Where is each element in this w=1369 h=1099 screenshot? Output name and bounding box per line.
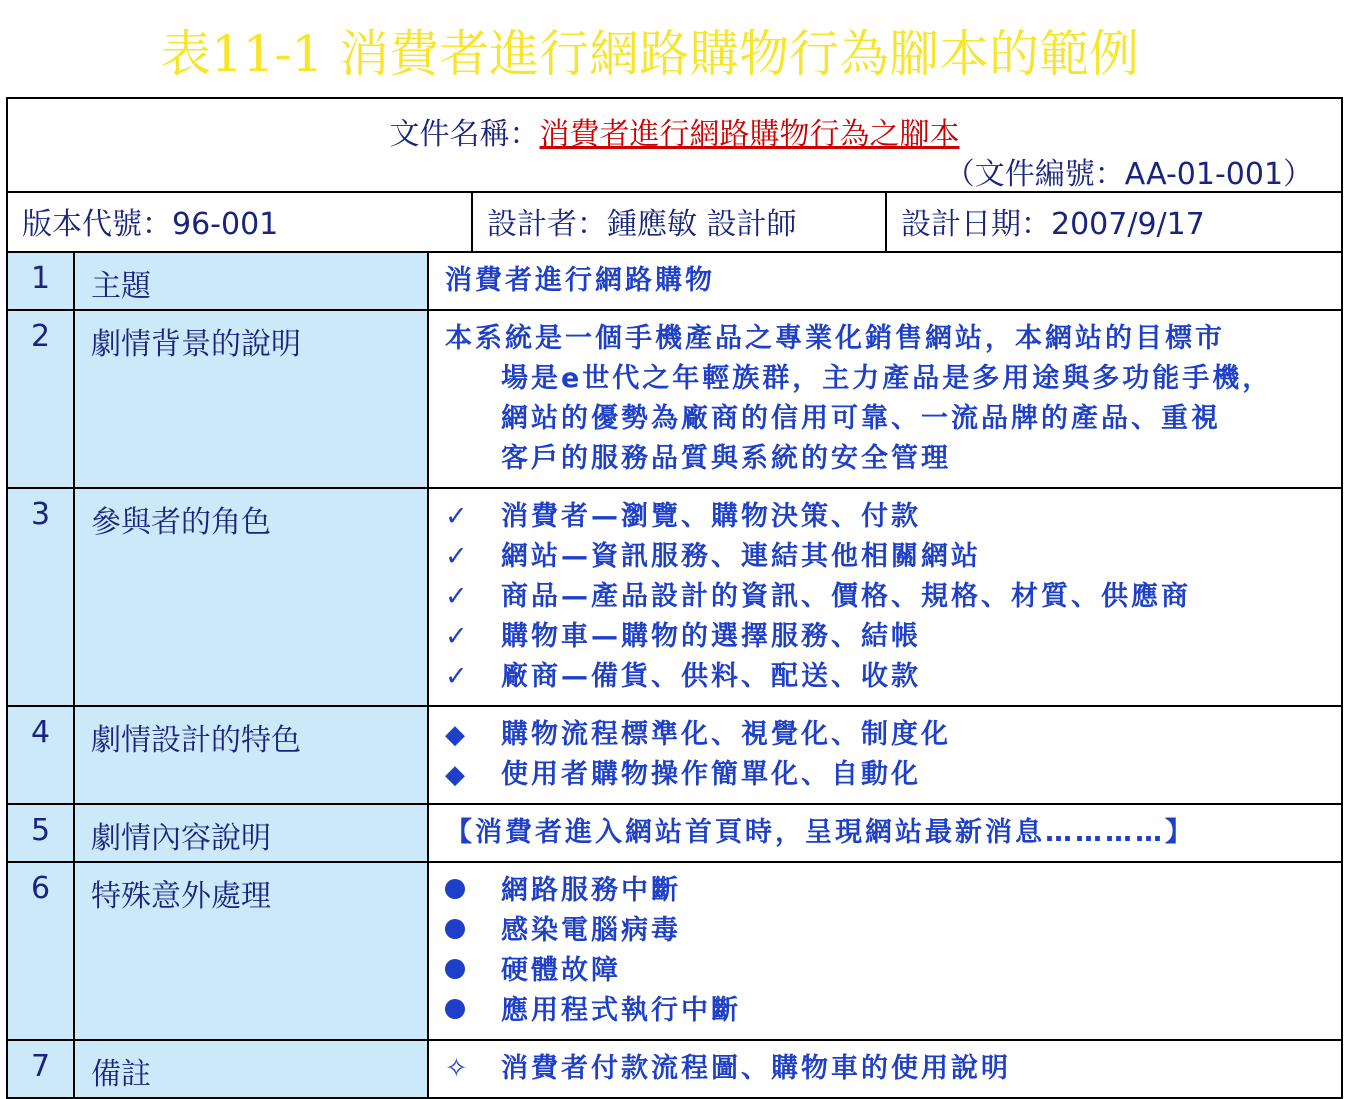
row-label: 主題 xyxy=(74,252,428,310)
designer: 設計者：鍾應敏 設計師 xyxy=(472,192,886,252)
document-name-cell xyxy=(7,98,1342,192)
check-icon: ✓ xyxy=(445,581,471,612)
row-number: 1 xyxy=(7,252,74,310)
diamond-icon: ◆ xyxy=(445,720,468,750)
row-number: 6 xyxy=(7,862,74,1040)
document-number: （文件編號：AA-01-001） xyxy=(944,157,1314,192)
row-content xyxy=(428,706,1342,804)
sparkle-icon: ✧ xyxy=(445,1053,471,1084)
content-line: 客戶的服務品質與系統的安全管理 xyxy=(501,443,951,474)
check-icon: ✓ xyxy=(445,621,471,652)
script-table xyxy=(6,97,1343,1099)
list-item xyxy=(445,657,1341,697)
row-number: 4 xyxy=(7,706,74,804)
list-item-text: 使用者購物操作簡單化、自動化 xyxy=(501,759,921,790)
list-item-text: 網路服務中斷 xyxy=(501,875,681,906)
check-icon: ✓ xyxy=(445,661,471,692)
content-line: 網站的優勢為廠商的信用可靠、一流品牌的產品、重視 xyxy=(501,403,1221,434)
row-content xyxy=(428,252,1342,310)
row-label: 備註 xyxy=(74,1040,428,1098)
list-item-text: 廠商—備貨、供料、配送、收款 xyxy=(501,661,921,692)
content-line: 場是e世代之年輕族群，主力產品是多用途與多功能手機， xyxy=(501,363,1273,394)
row-number: 3 xyxy=(7,488,74,706)
row-label: 特殊意外處理 xyxy=(74,862,428,1040)
document-name-line xyxy=(8,99,1341,153)
page-title: 表11-1 消費者進行網路購物行為腳本的範例 xyxy=(160,25,1140,83)
list-item xyxy=(445,951,1341,991)
list-item xyxy=(445,755,1341,795)
list-item-text: 感染電腦病毒 xyxy=(501,915,681,946)
row-content xyxy=(428,862,1342,1040)
row-content xyxy=(428,310,1342,488)
design-date: 設計日期：2007/9/17 xyxy=(886,192,1342,252)
bullet-dot-icon xyxy=(445,999,465,1019)
list-item-text: 購物車—購物的選擇服務、結帳 xyxy=(501,621,921,652)
check-icon: ✓ xyxy=(445,501,471,532)
list-item xyxy=(445,1049,1341,1089)
list-item-text: 消費者—瀏覽、購物決策、付款 xyxy=(501,501,921,532)
row-content xyxy=(428,804,1342,862)
diamond-icon: ◆ xyxy=(445,760,468,790)
list-item xyxy=(445,715,1341,755)
version-code: 版本代號：96-001 xyxy=(7,192,472,252)
row-label: 劇情設計的特色 xyxy=(74,706,428,804)
row-number: 5 xyxy=(7,804,74,862)
row-label: 劇情背景的說明 xyxy=(74,310,428,488)
list-item xyxy=(445,991,1341,1031)
bullet-dot-icon xyxy=(445,879,465,899)
content-line: 消費者進行網路購物 xyxy=(445,265,715,296)
check-icon: ✓ xyxy=(445,541,471,572)
list-item xyxy=(445,577,1341,617)
list-item-text: 應用程式執行中斷 xyxy=(501,995,741,1026)
list-item-text: 商品—產品設計的資訊、價格、規格、材質、供應商 xyxy=(501,581,1191,612)
list-item-text: 網站—資訊服務、連結其他相關網站 xyxy=(501,541,981,572)
list-item-text: 硬體故障 xyxy=(501,955,621,986)
list-item-text: 購物流程標準化、視覺化、制度化 xyxy=(501,719,951,750)
row-label: 劇情內容說明 xyxy=(74,804,428,862)
bullet-dot-icon xyxy=(445,919,465,939)
list-item xyxy=(445,497,1341,537)
row-number: 7 xyxy=(7,1040,74,1098)
list-item xyxy=(445,871,1341,911)
document-name-label: 文件名稱： xyxy=(389,117,540,152)
list-item xyxy=(445,537,1341,577)
list-item xyxy=(445,911,1341,951)
bullet-dot-icon xyxy=(445,959,465,979)
content-line: 【消費者進入網站首頁時，呈現網站最新消息…………】 xyxy=(445,817,1195,848)
row-label: 參與者的角色 xyxy=(74,488,428,706)
row-number: 2 xyxy=(7,310,74,488)
row-content xyxy=(428,1040,1342,1098)
list-item-text: 消費者付款流程圖、購物車的使用說明 xyxy=(501,1053,1011,1084)
document-name-value: 消費者進行網路購物行為之腳本 xyxy=(539,117,960,152)
content-line: 本系統是一個手機產品之專業化銷售網站，本網站的目標市 xyxy=(445,323,1225,354)
list-item xyxy=(445,617,1341,657)
row-content xyxy=(428,488,1342,706)
